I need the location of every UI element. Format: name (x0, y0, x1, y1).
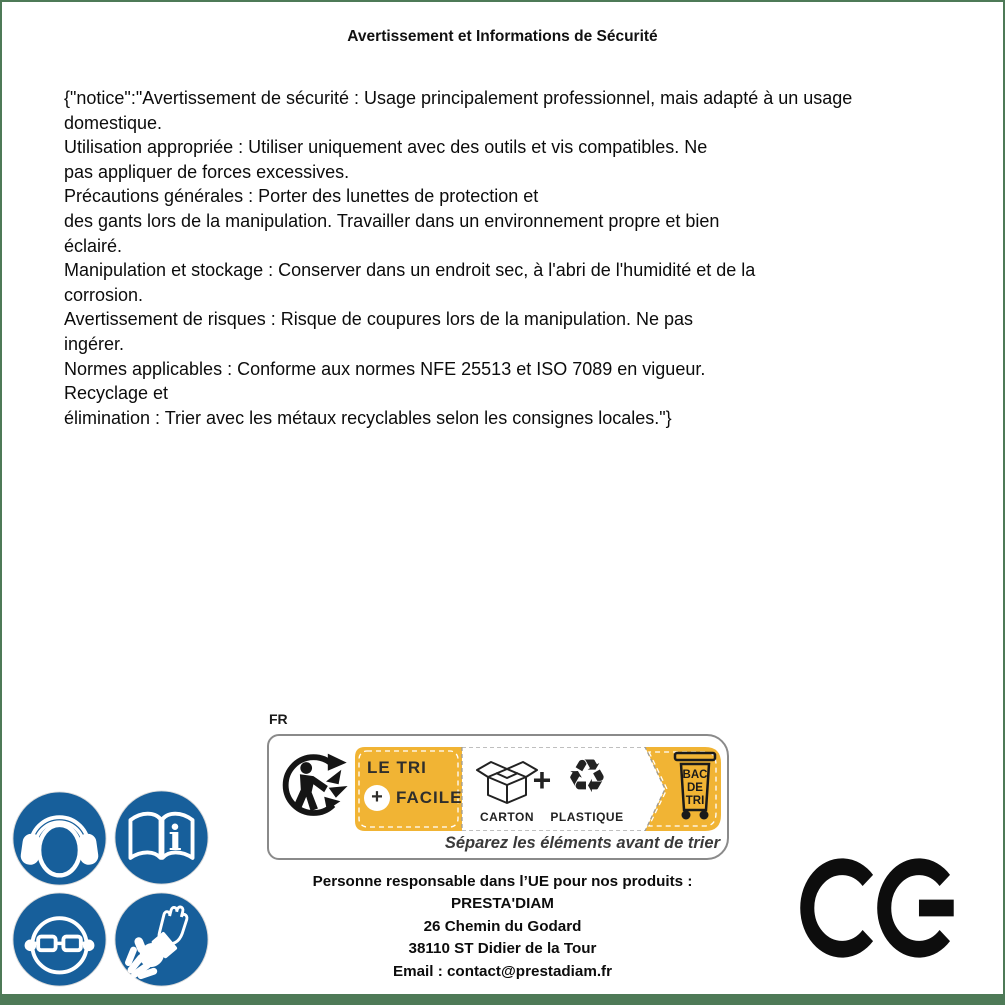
svg-text:i: i (168, 818, 182, 860)
info-tri-box (267, 734, 729, 860)
notice-line: domestique. (64, 112, 163, 133)
responsible-line: Personne responsable dans l’UE pour nos produits : (312, 873, 693, 890)
notice-line: des gants lors de la manipulation. Travailler dans un environnement propre et bien (64, 210, 720, 231)
plus-circle-icon: + (364, 785, 390, 811)
responsible-email: Email : contact@prestadiam.fr (392, 962, 613, 980)
bin-label-line: DE (687, 782, 703, 794)
plastique-label: PLASTIQUE (550, 810, 624, 824)
notice-line: {"notice":"Avertissement de sécurité : Usage principalement professionnel, mais adapté à un usage (64, 88, 853, 108)
notice-line: pas appliquer de forces excessives. (64, 161, 350, 182)
notice-line: ingérer. (64, 333, 125, 354)
page-title: Avertissement et Informations de Sécurité (347, 28, 658, 45)
notice-line: Utilisation appropriée : Utiliser uniquement avec des outils et vis compatibles. Ne (64, 137, 708, 158)
carton-label: CARTON (479, 810, 535, 824)
recycling-symbol-icon: ♻ (566, 749, 608, 803)
notice-line: éclairé. (64, 235, 123, 256)
bin-label-line: BAC (682, 769, 708, 781)
notice-line: Précautions générales : Porter des lunettes de protection et (64, 186, 539, 207)
notice-line: élimination : Trier avec les métaux recyclables selon les consignes locales."} (64, 407, 672, 428)
notice-line: Normes applicables : Conforme aux normes NFE 25513 et ISO 7089 en vigueur. (64, 358, 706, 379)
notice-line: Avertissement de risques : Risque de coupures lors de la manipulation. Ne pas (64, 309, 694, 330)
sorting-tagline: Séparez les éléments avant de trier (444, 834, 720, 852)
bin-label-line: TRI (685, 795, 705, 807)
le-tri-label: LE TRI (367, 758, 427, 777)
notice-line: corrosion. (64, 284, 144, 305)
plus-separator: + (532, 762, 552, 798)
responsible-line: 26 Chemin du Godard (423, 917, 582, 935)
responsible-line: 38110 ST Didier de la Tour (408, 940, 597, 958)
facile-label: FACILE (396, 788, 463, 807)
notice-line: Manipulation et stockage : Conserver dans un endroit sec, à l'abri de l'humidité et de la (64, 260, 756, 281)
notice-text (64, 86, 964, 430)
responsible-line: PRESTA'DIAM (451, 895, 554, 913)
bottom-border-bar (2, 994, 1003, 1003)
triman-icon (281, 744, 353, 828)
ce-marking-icon (799, 853, 962, 963)
country-code-label: FR (269, 711, 288, 727)
notice-line: Recyclage et (64, 383, 169, 404)
